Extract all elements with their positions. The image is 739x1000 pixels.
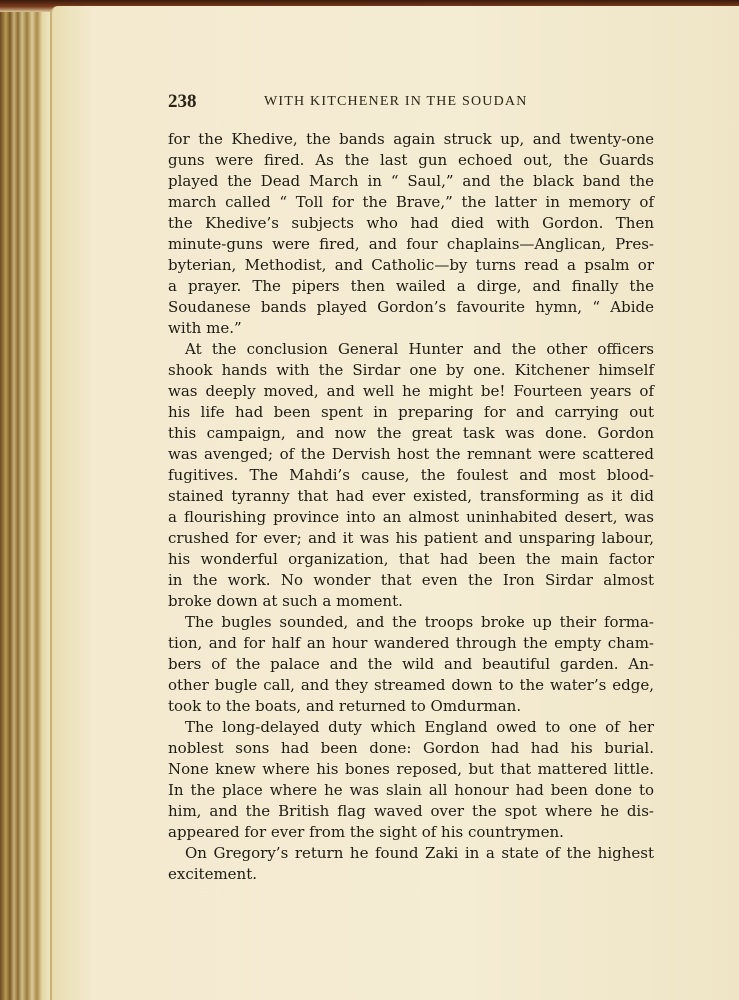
text-line: with me.” (168, 319, 242, 337)
text-line: other bugle call, and they streamed down to the water’s edge, (168, 676, 654, 694)
text-line: bers of the palace and the wild and beautiful garden. An- (168, 655, 654, 673)
text-line: stained tyranny that had ever existed, transforming as it did (168, 487, 654, 505)
text-line: The bugles sounded, and the troops broke up their forma- (185, 613, 654, 631)
text-line: On Gregory’s return he found Zaki in a state of the highest (185, 844, 654, 862)
text-line: guns were fired. As the last gun echoed out, the Guards (168, 151, 654, 169)
text-line: a flourishing province into an almost uninhabited desert, was (168, 508, 654, 526)
text-line: his life had been spent in preparing for and carrying out (168, 403, 654, 421)
text-line: took to the boats, and returned to Omdurman. (168, 697, 522, 715)
text-line: tion, and for half an hour wandered through the empty cham- (168, 634, 654, 652)
text-line: appeared for ever from the sight of his countrymen. (168, 823, 564, 841)
text-line: crushed for ever; and it was his patient and unsparing labour, (168, 529, 654, 547)
text-line: him, and the British flag waved over the spot where he dis- (168, 802, 654, 820)
text-line: the Khedive’s subjects who had died with Gordon. Then (168, 214, 654, 232)
text-line: At the conclusion General Hunter and the other officers (185, 340, 654, 358)
text-line: minute-guns were fired, and four chaplains—Anglican, Pres- (168, 235, 654, 253)
text-line: in the work. No wonder that even the Iron Sirdar almost (168, 571, 654, 589)
text-line: a prayer. The pipers then wailed a dirge, and finally the (168, 277, 654, 295)
text-line: byterian, Methodist, and Catholic—by turns read a psalm or (168, 256, 654, 274)
text-line: his wonderful organization, that had been the main factor (168, 550, 654, 568)
text-line: In the place where he was slain all honour had been done to (168, 781, 654, 799)
text-line: was deeply moved, and well he might be! Fourteen years of (168, 382, 654, 400)
page-header (168, 91, 656, 117)
text-line: None knew where his bones reposed, but that mattered little. (168, 760, 654, 778)
text-line: was avenged; of the Dervish host the remnant were scattered (168, 445, 654, 463)
text-line: Soudanese bands played Gordon’s favourite hymn, “ Abide (168, 298, 654, 316)
text-line: fugitives. The Mahdi’s cause, the foulest and most blood- (168, 466, 654, 484)
text-line: The long-delayed duty which England owed to one of her (185, 718, 654, 736)
page-number: 238 (168, 91, 197, 112)
text-line: broke down at such a moment. (168, 592, 403, 610)
text-line: noblest sons had been done: Gordon had had his burial. (168, 739, 654, 757)
text-line: this campaign, and now the great task was done. Gordon (168, 424, 654, 442)
text-line: excitement. (168, 865, 257, 883)
running-title: WITH KITCHENER IN THE SOUDAN (264, 94, 528, 109)
text-line: shook hands with the Sirdar one by one. Kitchener himself (168, 361, 654, 379)
text-line: march called “ Toll for the Brave,” the latter in memory of (168, 193, 654, 211)
page-body (168, 129, 654, 885)
text-line: for the Khedive, the bands again struck up, and twenty-one (168, 130, 654, 148)
text-line: played the Dead March in “ Saul,” and the black band the (168, 172, 654, 190)
